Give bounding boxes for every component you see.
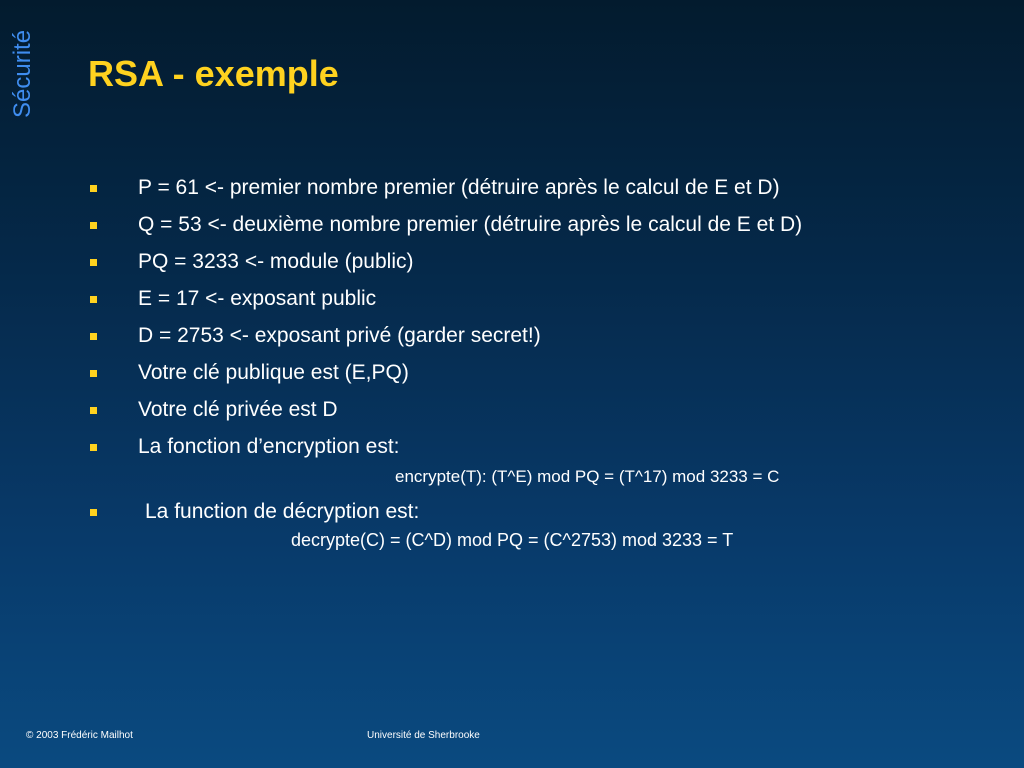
side-label: Sécurité [9,29,36,118]
list-item [88,249,948,275]
list-item-text: Votre clé publique est (E,PQ) [138,361,409,384]
list-item-text: Votre clé privée est D [138,398,338,421]
list-item [88,286,948,312]
list-item-text: La fonction d’encryption est: [138,435,400,458]
square-bullet-icon [90,259,97,266]
list-item-text: Q = 53 <- deuxième nombre premier (détruire après le calcul de E et D) [138,213,803,236]
decrypt-formula: decrypte(C) = (C^D) mod PQ = (C^2753) mod 3233 = T [291,530,734,550]
list-item-text: E = 17 <- exposant public [138,287,377,310]
list-item-text: La function de décryption est: [145,500,420,523]
square-bullet-icon [90,509,97,516]
list-item-text: P = 61 <- premier nombre premier (détruire après le calcul de E et D) [138,176,780,199]
list-item [88,323,948,349]
list-item [88,397,948,423]
footer-university: Université de Sherbrooke [367,730,480,741]
square-bullet-icon [90,407,97,414]
square-bullet-icon [90,222,97,229]
page-title: RSA - exemple [88,53,339,94]
square-bullet-icon [90,185,97,192]
list-item [88,499,948,525]
square-bullet-icon [90,333,97,340]
bullet-list [88,175,948,562]
list-item-text: PQ = 3233 <- module (public) [138,250,414,273]
list-item-text: D = 2753 <- exposant privé (garder secret!) [138,324,541,347]
encrypt-formula: encrypte(T): (T^E) mod PQ = (T^17) mod 3233 = C [395,467,780,486]
list-item [88,434,948,460]
footer-copyright: © 2003 Frédéric Mailhot [26,730,133,741]
list-item [88,175,948,201]
list-item [88,360,948,386]
square-bullet-icon [90,296,97,303]
square-bullet-icon [90,444,97,451]
list-item [88,212,948,238]
square-bullet-icon [90,370,97,377]
